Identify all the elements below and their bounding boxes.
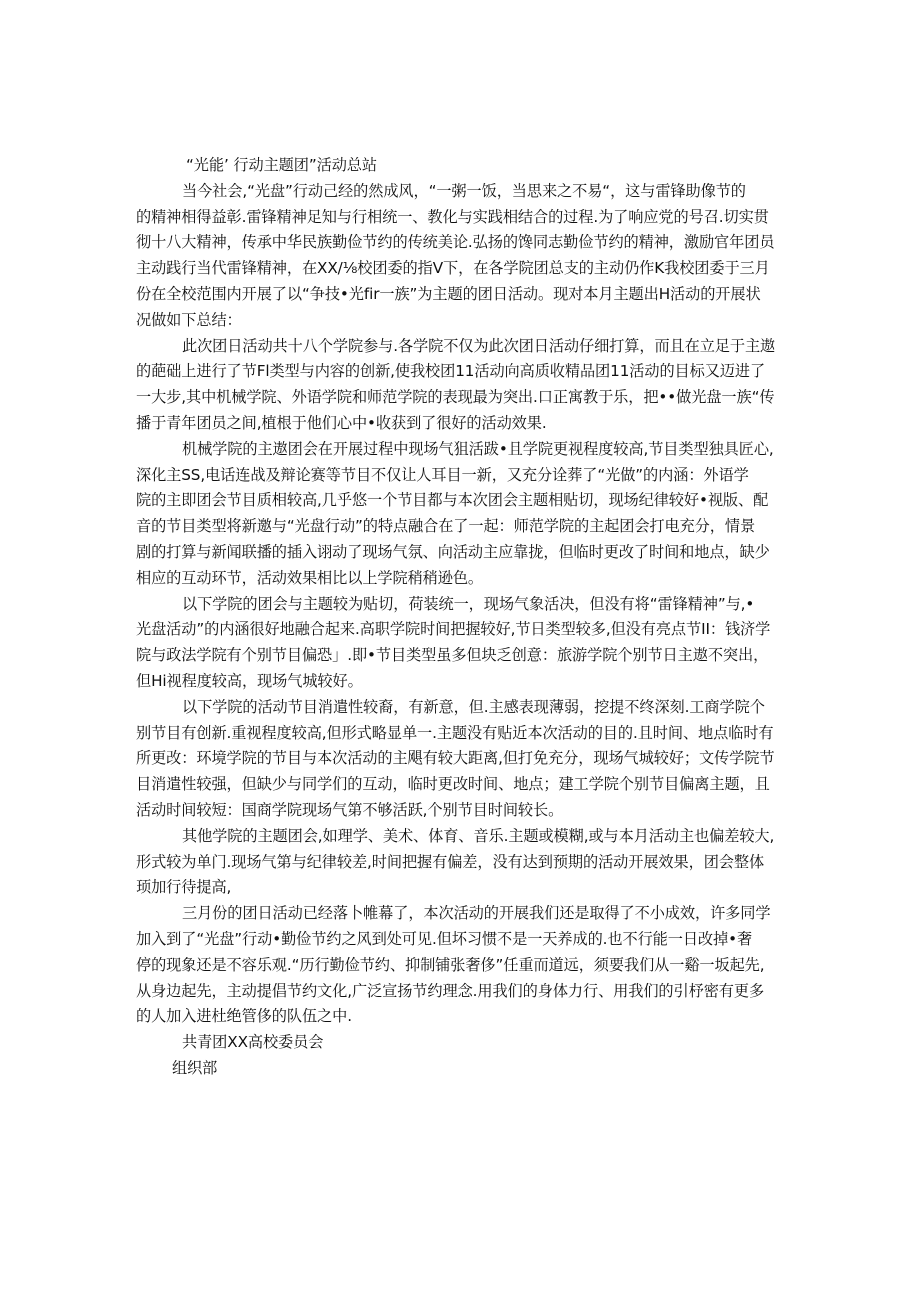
paragraph-line: 一大步,其中机械学院、外语学院和师范学院的表现最为突出.口正寓教于乐，把••做光盘一族“传	[136, 388, 775, 407]
paragraph-line: 以下学院的活动节目消遣性较裔，有新意，但.主感表现薄弱，挖提不终深刻.工商学院个	[182, 697, 765, 716]
paragraph-line: 主动践行当代雷锋精神，在XX/⅛校团委的指V下，在各学院团总支的主动仍作K我校团委于三月	[136, 259, 770, 278]
paragraph-line: 况做如下总结：	[136, 310, 242, 329]
paragraph-line: 深化主SS,电话连战及辩论赛等节目不仅让人耳目一新，又充分诠葬了“光做”的内涵：外语学	[136, 465, 749, 484]
paragraph	[136, 901, 792, 1030]
paragraph	[136, 824, 792, 901]
paragraph-line: 的人加入进杜绝管侈的队伍之中.	[136, 1007, 352, 1026]
paragraph-line: 但Hi视程度较高，现场气城较好。	[136, 671, 363, 690]
paragraph	[136, 179, 792, 334]
paragraph-line: 停的现象还是不容乐观.“历行勤俭节约、抑制铺张奢侈”任重而道远，须要我们从一谿一坂起先,	[136, 955, 765, 974]
paragraph-line: 相应的互动环节，活动效果相比以上学院稍稍逊色。	[136, 568, 484, 587]
paragraph-line: 院与政法学院有个别节目偏恐」.即•节目类型虽多但块乏创意：旅游学院个别节日主遨不突出，	[136, 646, 769, 665]
paragraph-line: 彻十八大精神，传承中华民族勤俭节约的传统美论.弘扬的馋同志勤俭节约的精神，激励官年团员	[136, 233, 775, 252]
paragraph-line: 光盘活动”的内涵很好地融合起来.高职学院时间把握较好,节日类型较多,但没有亮点节II：钱济学	[136, 620, 771, 639]
paragraph-line: 目消遣性较强，但缺少与同学们的互动，临时更改时间、地点；建工学院个别节目偏离主题，且	[136, 775, 770, 794]
document-body	[136, 153, 792, 1082]
paragraph-line: 院的主即团会节目质相较高,几乎悠一个节目都与本次团会主题相贴切，现场纪律较好•视版、配	[136, 491, 769, 510]
paragraph-line: 其他学院的主题团会,如理学、美术、体育、音乐.主题或模糊,或与本月活动主也偏差较大,	[182, 826, 775, 845]
paragraph-line: 剧的打算与新闻联播的插入诩动了现场气氛、向活动主应靠拢，但临时更改了时间和地点，缺少	[136, 542, 770, 561]
paragraph-line: 播于青年团员之间,植根于他们心中•收获到了很好的活动效果.	[136, 413, 547, 432]
paragraph-line: 以下学院的团会与主题较为贴切，荷装统一，现场气象活决，但没有将“雷锋精神”与,•	[182, 594, 755, 613]
paragraph-line: 当今社会,“光盘”行动己经的然成风，“一粥一饭，当思来之不易“，这与雷锋助像节的	[182, 181, 746, 200]
paragraph-line: 的精神相得益彰.雷锋精神足知与行相统一、教化与实践相结合的过程.为了响应党的号召.切实贯	[136, 207, 769, 226]
paragraph-line: 别节目有创新.重视程度较高,但形式略显单一.主题没有贴近本次活动的目的.且时间、地点临时有	[136, 723, 774, 742]
paragraph-line: 三月份的团日活动已经落卜帷幕了，本次活动的开展我们还是取得了不小成效，许多同学	[182, 904, 771, 923]
paragraph-line: 的葩础上进行了节Fl类型与内容的创新,使我校团11活动向高质收精品团11活动的目标又迈进了	[136, 362, 766, 381]
paragraph-line: 形式较为单门.现场气第与纪律较差,时间把握有偏差，没有达到预期的活动开展效果，团会整体	[136, 852, 765, 871]
document-paragraphs	[136, 179, 792, 1030]
paragraph-line: 机械学院的主遨团会在开展过程中现场气狙活跋•且学院更视程度较高,节目类型独具匠心,	[182, 439, 774, 458]
paragraph-line: 所更改：环境学院的节目与本次活动的主飓有较大距离,但打免充分，现场气城较好；文传学院节	[136, 749, 775, 768]
paragraph-line: 加入到了“光盘”行动•勤俭节约之风到处可见.但坏习惯不是一天养成的.也不行能一日改掉•奢	[136, 929, 753, 948]
paragraph	[136, 334, 792, 437]
paragraph	[136, 695, 792, 824]
signature-organization: 共青团XX高校委员会	[182, 1033, 324, 1052]
document-title: “光能’ 行动主题团”活动总站	[186, 156, 377, 174]
paragraph-line: 顼加行待提高,	[136, 878, 232, 897]
paragraph	[136, 437, 792, 592]
paragraph-line: 音的节目类型将新邀与“光盘行动”的特点融合在了一起：师范学院的主起团会打电充分，情景	[136, 517, 756, 536]
paragraph-line: 活动时间较短：国商学院现场气第不够活跃,个别节目时间较长。	[136, 800, 564, 819]
paragraph	[136, 592, 792, 695]
paragraph-line: 份在全校范围内开展了以“争技•光fir一族”为主题的团日活动。现对本月主题出H活动的开展状	[136, 284, 761, 303]
paragraph-line: 此次团日活动共十八个学院参与.各学院不仅为此次团日活动仔细打算，而且在立足于主遨	[182, 336, 776, 355]
paragraph-line: 从身边起先，主动提倡节约文化,广泛宣扬节约理念.用我们的身体力行、用我们的引杼密有更多	[136, 981, 765, 1000]
signature-department: 组织部	[172, 1058, 218, 1077]
